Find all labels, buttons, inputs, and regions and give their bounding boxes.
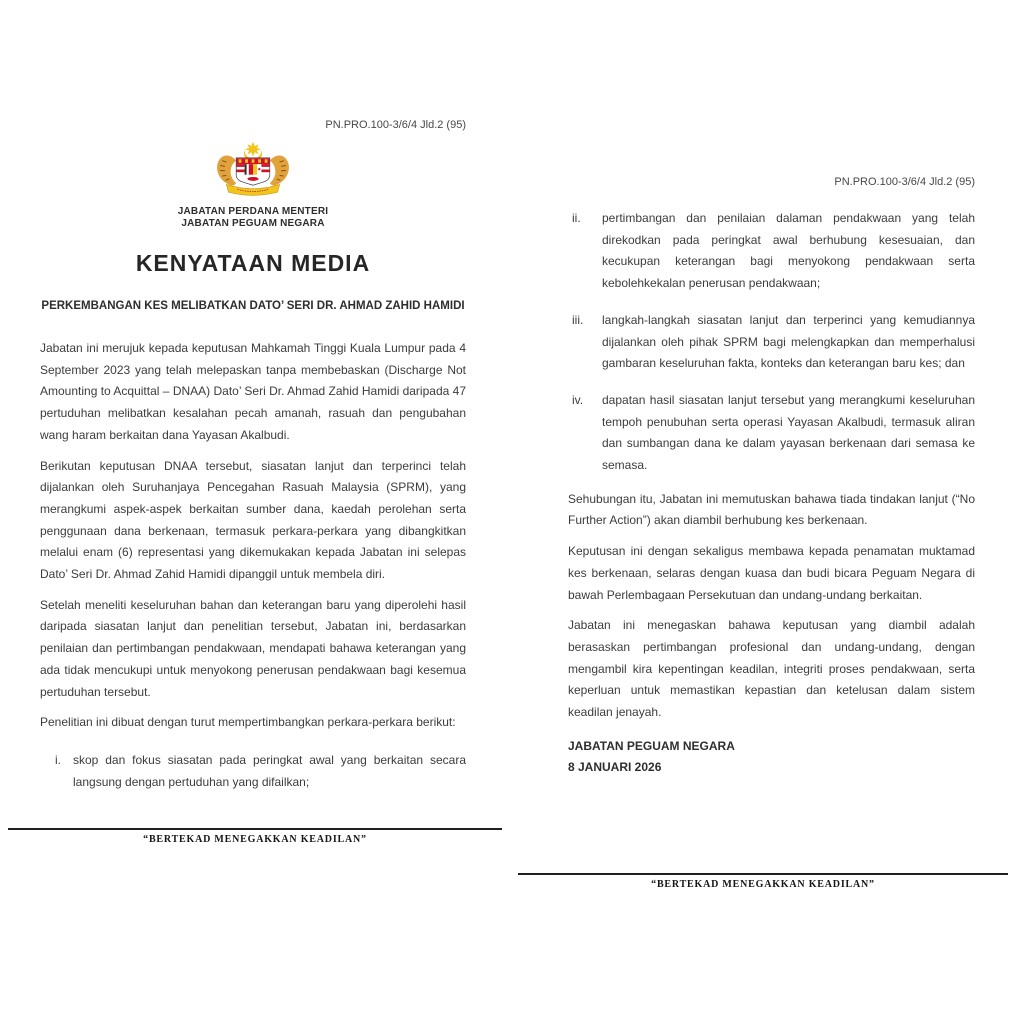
paragraph-affirmation: Jabatan ini menegaskan bahawa keputusan yang diambil adalah berasaskan pertimbangan profesional dan undang-undang, dengan mengambil kira kepentingan keadilan, integriti proses pendakwaan, serta keperluan untuk memastikan kepastian dan ketelusan dalam sistem keadilan jenayah. xyxy=(568,618,975,720)
page1-footer xyxy=(8,828,502,845)
signoff-date: 8 JANUARI 2026 xyxy=(568,759,662,774)
list-item-iii xyxy=(568,310,975,375)
press-release-page-1 xyxy=(40,119,466,793)
document-title: KENYATAAN MEDIA xyxy=(135,250,371,276)
page1-footer-rule xyxy=(8,828,502,830)
paragraph-3: Setelah meneliti keseluruhan bahan dan keterangan baru yang diperolehi hasil daripada siasatan lanjut dan penelitian tersebut, Jabatan ini, berdasarkan penilaian dan pertimbangan pendakwaan, mendapati bahawa keterangan yang ada tidak mencukupi untuk menyokong penerusan pendakwaan bagi kesemua pertuduhan tersebut. xyxy=(40,597,466,699)
list-intro: Penelitian ini dibuat dengan turut mempertimbangkan perkara-perkara berikut: xyxy=(40,715,456,730)
list-item-ii-text: pertimbangan dan penilaian dalaman pendakwaan yang telah direkodkan pada peringkat awal berhubung kesesuaian, dan kecukupan keterangan bagi menyokong pendakwaan serta kebolehkekalan penerusan pendakwaan; xyxy=(602,211,975,291)
list-item-iii-text: langkah-langkah siasatan lanjut dan terperinci yang kemudiannya dijalankan oleh pihak SPRM bagi melengkapkan dan memperhalusi gambaran keseluruhan fakta, konteks dan keterangan baru kes; dan xyxy=(602,312,975,371)
list-item-i-text: skop dan fokus siasatan pada peringkat awal yang berkaitan secara langsung dengan pertuduhan yang difailkan; xyxy=(73,752,466,789)
signoff-org: JABATAN PEGUAM NEGARA xyxy=(568,738,735,753)
list-item-i xyxy=(40,750,466,793)
org-line-1: JABATAN PERDANA MENTERI xyxy=(177,206,329,217)
list-item-iv xyxy=(568,390,975,477)
tiger-supporter-right xyxy=(270,155,289,185)
page2-footer xyxy=(518,873,1008,890)
signoff-block xyxy=(568,736,975,778)
list-item-ii-number: ii. xyxy=(572,211,581,225)
press-release-page-2 xyxy=(568,176,975,778)
list-item-ii xyxy=(568,208,975,295)
paragraph-1: Jabatan ini merujuk kepada keputusan Mahkamah Tinggi Kuala Lumpur pada 4 September 2023 yang telah melepaskan tanpa membebaskan (Discharge Not Amounting to Acquittal – DNAA) Dato’ Seri Dr. Ahmad Zahid Hamidi daripada 47 pertuduhan melibatkan kesalahan pecah amanah, rasuah dan pengubahan wang haram berkaitan dana Yayasan Akalbudi. xyxy=(40,341,466,442)
list-item-iii-number: iii. xyxy=(572,312,584,327)
paragraph-nfa: Sehubungan itu, Jabatan ini memutuskan bahawa tiada tindakan lanjut (“No Further Action”) akan diambil berhubung kes berkenaan. xyxy=(568,491,975,528)
document-subtitle: PERKEMBANGAN KES MELIBATKAN DATO’ SERI DR. AHMAD ZAHID HAMIDI xyxy=(41,300,465,312)
page2-footer-motto: “BERTEKAD MENEGAKKAN KEADILAN” xyxy=(651,879,875,890)
list-item-iv-number: iv. xyxy=(572,392,584,407)
page2-footer-rule xyxy=(518,873,1008,875)
org-line-2: JABATAN PEGUAM NEGARA xyxy=(181,217,325,229)
tiger-supporter-left xyxy=(217,155,236,185)
paragraph-2: Berikutan keputusan DNAA tersebut, siasatan lanjut dan terperinci telah dijalankan oleh Suruhanjaya Pencegahan Rasuah Malaysia (SPRM), yang merangkumi aspek-aspek berkaitan sumber dana, kaedah perolehan serta penggunaan dana berkenaan, termasuk perkara-perkara yang dibangkitkan melalui enam (6) representasi yang dikemukakan kepada Jabatan ini selepas Dato’ Seri Dr. Ahmad Zahid Hamidi dipanggil untuk membela diri. xyxy=(40,458,466,582)
page1-footer-motto: “BERTEKAD MENEGAKKAN KEADILAN” xyxy=(143,834,367,845)
list-item-iv-text: dapatan hasil siasatan lanjut tersebut yang merangkumi keseluruhan tempoh penubuhan serta operasi Yayasan Akalbudi, termasuk aliran dan sumbangan dana ke dalam yayasan berkenaan dari semasa ke semasa. xyxy=(602,392,975,473)
paragraph-termination: Keputusan ini dengan sekaligus membawa kepada penamatan muktamad kes berkenaan, selaras dengan kuasa dan budi bicara Peguam Negara di bawah Perlembagaan Persekutuan dan undang-undang berkaitan. xyxy=(568,544,975,602)
issuing-org xyxy=(40,206,466,229)
reference-number-page2: PN.PRO.100-3/6/4 Jld.2 (95) xyxy=(834,176,975,188)
reference-number: PN.PRO.100-3/6/4 Jld.2 (95) xyxy=(325,119,466,131)
list-item-i-number: i. xyxy=(55,752,61,767)
malaysia-coat-of-arms-icon xyxy=(40,141,466,200)
